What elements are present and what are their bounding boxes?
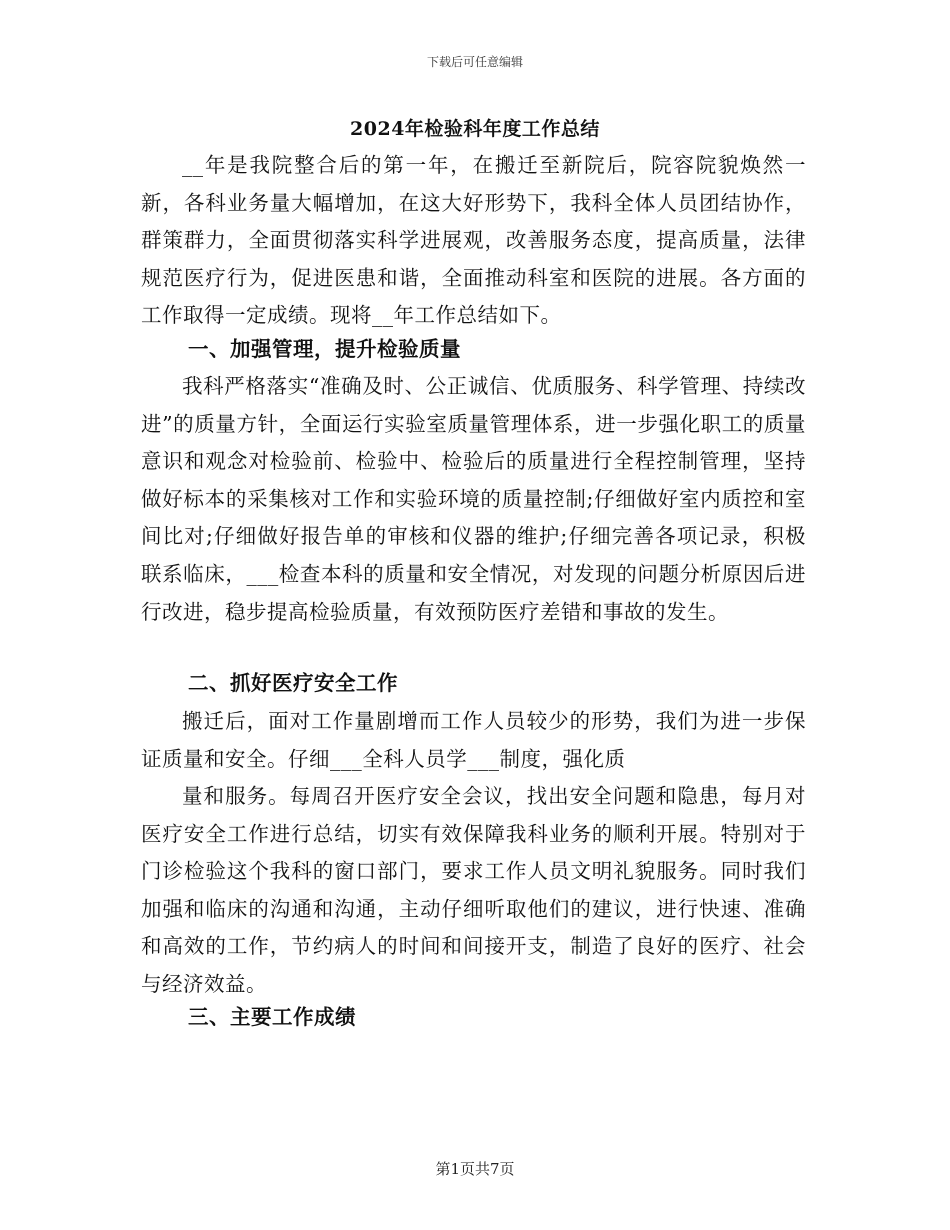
header-note: 下载后可任意编辑 [426,55,523,69]
section-2-paragraph-1: 搬迁后，面对工作量剧增而工作人员较少的形势，我们为进一步保证质量和安全。仔细___全科人员学___制度，强化质 [141,709,806,771]
section-2-heading: 二、抓好医疗安全工作 [188,671,398,695]
section-1-heading: 一、加强管理，提升检验质量 [188,337,461,361]
document-title: 2024年检验科年度工作总结 [350,118,600,140]
section-3-heading: 三、主要工作成绩 [188,1005,356,1029]
page-number: 第1页共7页 [435,1160,515,1178]
section-1-paragraph: 我科严格落实“准确及时、公正诚信、优质服务、科学管理、持续改进”的质量方针，全面运行实验室质量管理体系，进一步强化职工的质量意识和观念对检验前、检验中、检验后的质量进行全程控制管理，坚持做好标本的采集核对工作和实验环境的质量控制;仔细做好室内质控和室间比对;仔细做好报告单的审核和仪器的维护;仔细完善各项记录，积极联系临床，___检查本科的质量和安全情况，对发现的问题分析原因后进行改进，稳步提高检验质量，有效预防医疗差错和事故的发生。 [141,374,806,624]
section-2-paragraph-2: 量和服务。每周召开医疗安全会议，找出安全问题和隐患，每月对医疗安全工作进行总结，切实有效保障我科业务的顺利开展。特别对于门诊检验这个我科的窗口部门，要求工作人员文明礼貌服务。同时我们加强和临床的沟通和沟通，主动仔细听取他们的建议，进行快速、准确和高效的工作，节约病人的时间和间接开支，制造了良好的医疗、社会与经济效益。 [141,784,806,996]
intro-paragraph: __年是我院整合后的第一年，在搬迁至新院后，院容院貌焕然一新，各科业务量大幅增加，在这大好形势下，我科全体人员团结协作，群策群力，全面贯彻落实科学进展观，改善服务态度，提高质量，法律规范医疗行为，促进医患和谐，全面推动科室和医院的进展。各方面的工作取得一定成绩。现将__年工作总结如下。 [141,153,806,328]
